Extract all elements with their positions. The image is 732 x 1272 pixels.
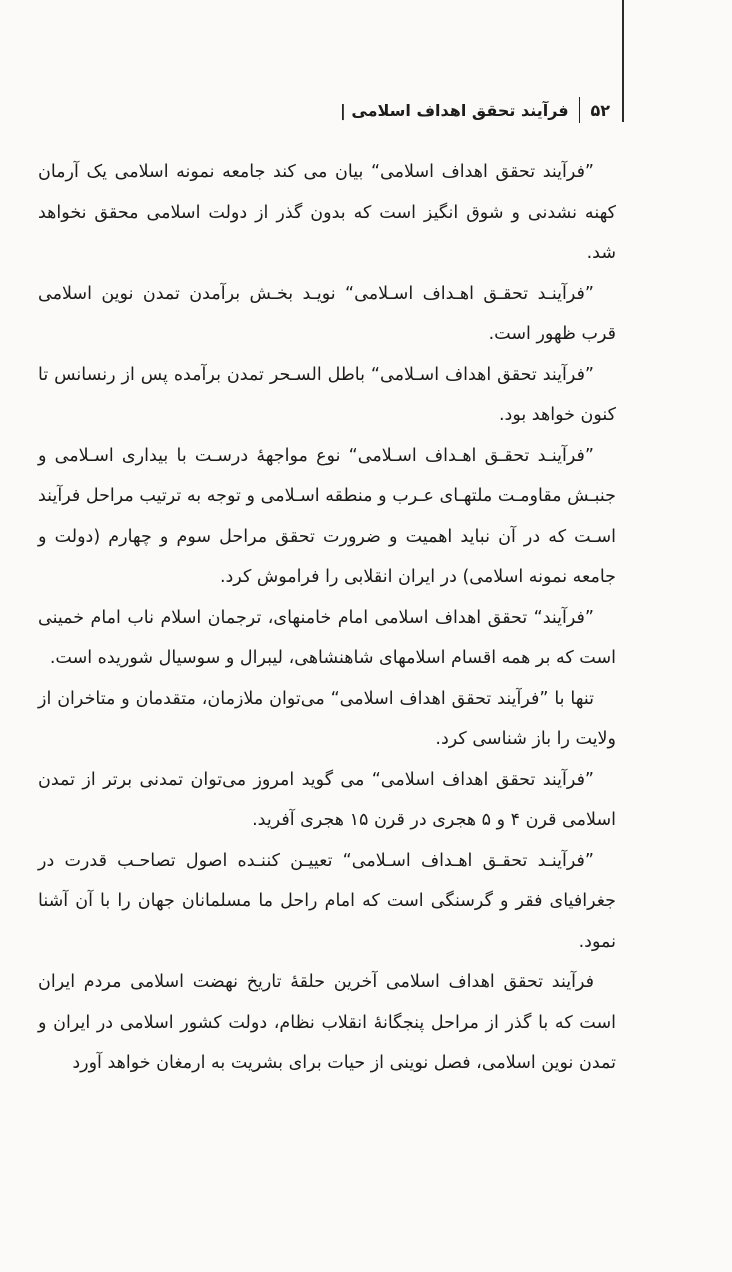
paragraph-9: فرآیند تحقق اهداف اسلامی آخرین حلقۀ تاریخ نهضت اسلامی مردم ایران است که با گذر از مراحل پنجگانۀ انقلاب نظام، دولت کشور اسلامی در ایران و تمدن نوین اسلامی، فصل نوینی از حیات برای بشریت به ارمغان خواهد آورد: [38, 972, 616, 1073]
paragraph-3: ”فرآیند تحقق اهداف اسـلامی“ باطل السـحر تمدن برآمده پس از رنسانس تا کنون خواهد بود.: [38, 364, 616, 425]
running-title: فرآیند تحقق اهداف اسلامی |: [340, 100, 569, 120]
paragraph-4: ”فرآینـد تحقـق اهـداف اسـلامی“ نوع مواجهۀ درسـت با بیداری اسـلامی و جنبـش مقاومـت ملتهـای عـرب و منطقه اسـلامی و توجه به ترتیب مراحل فرآیند اسـت که در آن نباید اهمیت و ضرورت تحقق مراحل سوم و چهارم (دولت و جامعه نمونه اسلامی) در ایران انقلابی را فراموش کرد.: [38, 445, 616, 587]
body-text: [38, 152, 616, 1084]
running-header: [340, 94, 610, 126]
paragraph-6: تنها با ”فرآیند تحقق اهداف اسلامی“ می‌توان ملازمان، متقدمان و متاخران از ولایت را باز شناسی کرد.: [38, 688, 616, 749]
paragraph-1: ”فرآیند تحقق اهداف اسلامی“ بیان می کند جامعه نمونه اسلامی یک آرمان کهنه نشدنی و شوق انگیز است که بدون گذر از دولت اسلامی محقق نخواهد شد.: [38, 162, 616, 263]
paragraph-2: ”فرآینـد تحقـق اهـداف اسـلامی“ نویـد بخـش برآمدن تمدن نوین اسلامی قرب ظهور است.: [38, 283, 616, 344]
paragraph-8: ”فرآینـد تحقـق اهـداف اسـلامی“ تعییـن کننـده اصول تصاحـب قدرت در جغرافیای فقر و گرسنگی است که امام راحل ما مسلمانان جهان را با آن آشنا نمود.: [38, 850, 616, 952]
header-divider-bar: [579, 97, 581, 123]
page-number: ۵۲: [590, 100, 610, 120]
paragraph-7: ”فرآیند تحقق اهداف اسلامی“ می گوید امروز می‌توان تمدنی برتر از تمدن اسلامی قرن ۴ و ۵ هجری در قرن ۱۵ هجری آفرید.: [38, 769, 616, 830]
page-edge-rule: [622, 0, 624, 122]
paragraph-5: ”فرآیند“ تحقق اهداف اسلامی امام خامنهای، ترجمان اسلام ناب امام خمینی است که بر همه اقسام اسلامهای شاهنشاهی، لیبرال و سوسیال شوریده است.: [38, 607, 616, 668]
